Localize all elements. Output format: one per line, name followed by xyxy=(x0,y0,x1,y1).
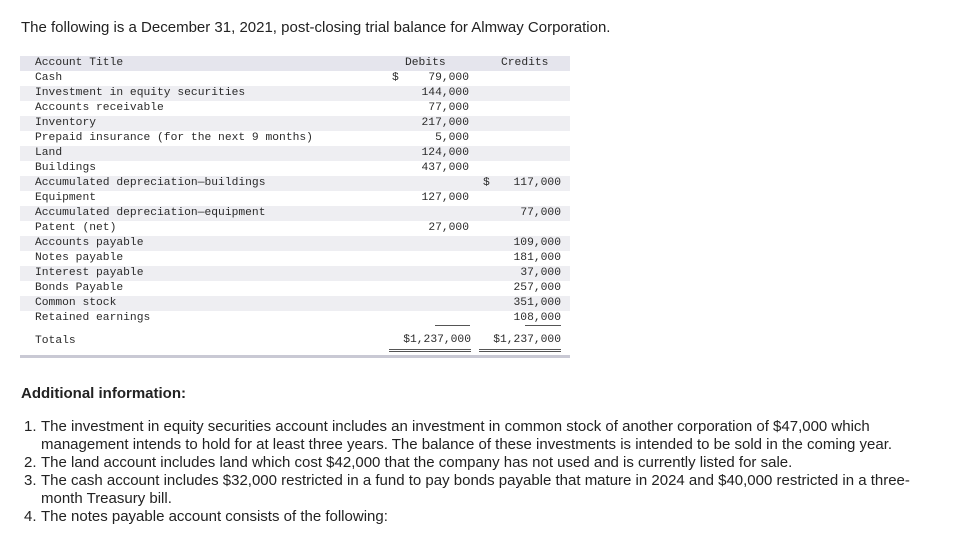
table-body xyxy=(20,71,570,326)
table-row xyxy=(20,266,570,281)
header-debits: Debits xyxy=(405,57,446,69)
account-title: Patent (net) xyxy=(35,222,117,234)
debit-amount: 79,000 xyxy=(428,72,469,84)
account-title: Accumulated depreciation—buildings xyxy=(35,177,266,189)
table-row xyxy=(20,191,570,206)
table-row xyxy=(20,206,570,221)
account-title: Prepaid insurance (for the next 9 months) xyxy=(35,132,313,144)
table-row xyxy=(20,176,570,191)
account-title: Buildings xyxy=(35,162,97,174)
table-row xyxy=(20,281,570,296)
credit-amount: 108,000 xyxy=(513,312,561,324)
account-title: Common stock xyxy=(35,297,117,309)
debit-amount: 27,000 xyxy=(428,222,469,234)
totals-label: Totals xyxy=(35,335,76,347)
trial-balance-table xyxy=(20,56,570,358)
account-title: Accumulated depreciation—equipment xyxy=(35,207,266,219)
debit-amount: 144,000 xyxy=(421,87,469,99)
account-title: Cash xyxy=(35,72,63,84)
table-row xyxy=(20,236,570,251)
credit-amount: 77,000 xyxy=(520,207,561,219)
list-item-text: The land account includes land which cost $42,000 that the company has not used and is currently listed for sale. xyxy=(41,454,793,471)
list-item-number: 4. xyxy=(24,508,37,525)
totals-debit: $1,237,000 xyxy=(389,331,471,352)
header-account-title: Account Title xyxy=(35,57,124,69)
debit-amount: 127,000 xyxy=(421,192,469,204)
list-item-number: 1. xyxy=(24,418,37,435)
table-row xyxy=(20,221,570,236)
debit-amount: 124,000 xyxy=(421,147,469,159)
list-item-text: The investment in equity securities account includes an investment in common stock of another corporation of $47,000 which management intends to hold for at least three years. The balance of these investments is intended to be sold in the coming year. xyxy=(41,418,893,453)
list-item-number: 3. xyxy=(24,472,37,489)
totals-row xyxy=(20,331,570,351)
account-title: Bonds Payable xyxy=(35,282,124,294)
credit-amount: 117,000 xyxy=(513,177,561,189)
credit-amount: 181,000 xyxy=(513,252,561,264)
table-row xyxy=(20,251,570,266)
debit-amount: 77,000 xyxy=(428,102,469,114)
table-bottom-rule xyxy=(20,355,570,358)
list-item-text: The notes payable account consists of the following: xyxy=(41,508,388,525)
totals-credit: $1,237,000 xyxy=(479,331,561,352)
table-row xyxy=(20,116,570,131)
debit-amount: 437,000 xyxy=(421,162,469,174)
table-row xyxy=(20,146,570,161)
account-title: Investment in equity securities xyxy=(35,87,246,99)
list-item-text: The cash account includes $32,000 restricted in a fund to pay bonds payable that mature in 2024 and $40,000 restricted in a three-month Treasury bill. xyxy=(41,472,910,507)
additional-information-heading: Additional information: xyxy=(21,385,186,402)
table-row xyxy=(20,131,570,146)
table-row xyxy=(20,86,570,101)
debit-dollar-sign: $ xyxy=(392,72,399,84)
table-row xyxy=(20,311,570,326)
account-title: Retained earnings xyxy=(35,312,151,324)
account-title: Interest payable xyxy=(35,267,144,279)
account-title: Notes payable xyxy=(35,252,124,264)
credit-amount: 37,000 xyxy=(520,267,561,279)
list-item xyxy=(21,508,951,526)
list-item xyxy=(21,418,951,454)
table-row xyxy=(20,101,570,116)
list-item xyxy=(21,454,951,472)
debit-subtotal-rule xyxy=(435,325,470,326)
table-row xyxy=(20,296,570,311)
account-title: Land xyxy=(35,147,63,159)
debit-amount: 217,000 xyxy=(421,117,469,129)
credit-dollar-sign: $ xyxy=(483,177,490,189)
additional-information-list xyxy=(21,418,951,526)
table-row xyxy=(20,71,570,86)
table-row xyxy=(20,161,570,176)
credit-subtotal-rule xyxy=(525,325,561,326)
list-item xyxy=(21,472,951,508)
header-credits: Credits xyxy=(501,57,549,69)
account-title: Accounts payable xyxy=(35,237,144,249)
intro-text: The following is a December 31, 2021, post-closing trial balance for Almway Corporation. xyxy=(21,19,611,36)
table-header xyxy=(20,56,570,71)
debit-amount: 5,000 xyxy=(435,132,469,144)
credit-amount: 109,000 xyxy=(513,237,561,249)
credit-amount: 257,000 xyxy=(513,282,561,294)
account-title: Accounts receivable xyxy=(35,102,164,114)
list-item-number: 2. xyxy=(24,454,37,471)
account-title: Equipment xyxy=(35,192,97,204)
account-title: Inventory xyxy=(35,117,97,129)
credit-amount: 351,000 xyxy=(513,297,561,309)
